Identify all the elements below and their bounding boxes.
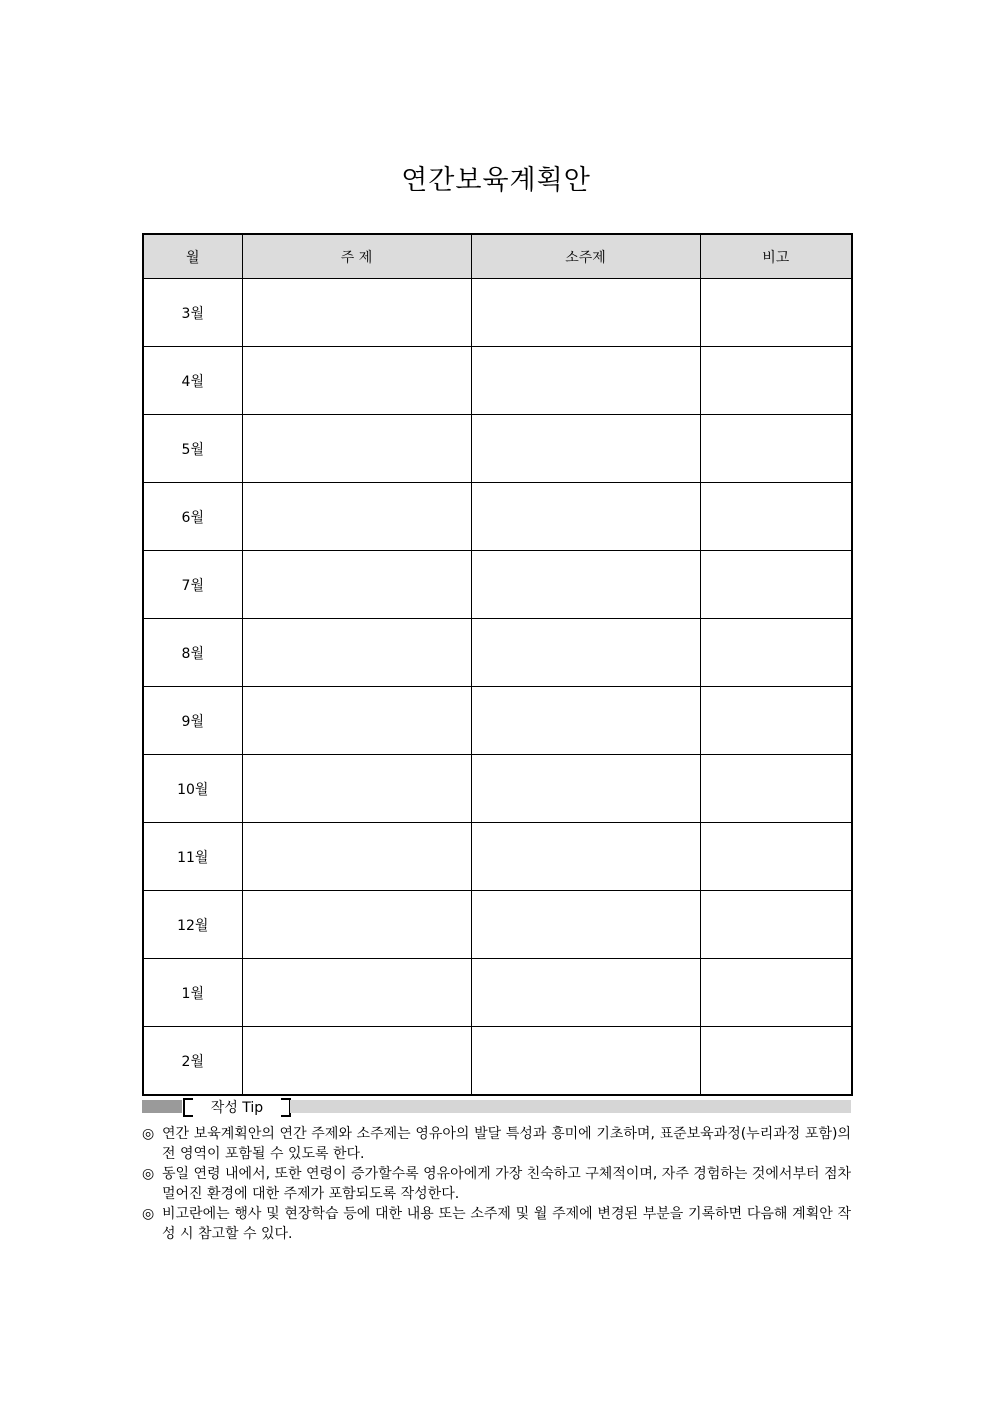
theme-cell[interactable]: [242, 415, 471, 483]
tip-list: [142, 1124, 851, 1244]
table-header-row: [143, 234, 852, 279]
remarks-cell[interactable]: [700, 347, 852, 415]
month-cell: 6월: [143, 483, 242, 551]
bullet-icon: ◎: [142, 1126, 155, 1142]
table-row: [143, 619, 852, 687]
month-cell: 9월: [143, 687, 242, 755]
theme-cell[interactable]: [242, 279, 471, 347]
remarks-cell[interactable]: [700, 959, 852, 1027]
table-row: [143, 687, 852, 755]
list-item: [142, 1164, 851, 1204]
month-cell: 7월: [143, 551, 242, 619]
tip-header-bar: [142, 1098, 851, 1115]
header-subtheme: 소주제: [471, 234, 700, 279]
subtheme-cell[interactable]: [471, 823, 700, 891]
subtheme-cell[interactable]: [471, 891, 700, 959]
subtheme-cell[interactable]: [471, 551, 700, 619]
subtheme-cell[interactable]: [471, 755, 700, 823]
theme-cell[interactable]: [242, 1027, 471, 1096]
month-cell: 3월: [143, 279, 242, 347]
subtheme-cell[interactable]: [471, 483, 700, 551]
remarks-cell[interactable]: [700, 415, 852, 483]
annual-plan-table: [142, 233, 853, 1096]
theme-cell[interactable]: [242, 483, 471, 551]
list-item: [142, 1124, 851, 1164]
header-theme: 주 제: [242, 234, 471, 279]
month-cell: 2월: [143, 1027, 242, 1096]
remarks-cell[interactable]: [700, 1027, 852, 1096]
remarks-cell[interactable]: [700, 619, 852, 687]
month-cell: 12월: [143, 891, 242, 959]
month-cell: 5월: [143, 415, 242, 483]
table-row: [143, 347, 852, 415]
remarks-cell[interactable]: [700, 687, 852, 755]
left-bracket-icon: [183, 1098, 193, 1117]
bullet-icon: ◎: [142, 1206, 155, 1222]
tip-text: 동일 연령 내에서, 또한 연령이 증가할수록 영유아에게 가장 친숙하고 구체적이며, 자주 경험하는 것에서부터 점차 멀어진 환경에 대한 주제가 포함되도록 작성한다.: [162, 1166, 851, 1202]
remarks-cell[interactable]: [700, 483, 852, 551]
month-cell: 1월: [143, 959, 242, 1027]
header-month: 월: [143, 234, 242, 279]
month-cell: 10월: [143, 755, 242, 823]
month-cell: 8월: [143, 619, 242, 687]
table-row: [143, 551, 852, 619]
theme-cell[interactable]: [242, 551, 471, 619]
remarks-cell[interactable]: [700, 891, 852, 959]
table-row: [143, 755, 852, 823]
remarks-cell[interactable]: [700, 755, 852, 823]
theme-cell[interactable]: [242, 755, 471, 823]
subtheme-cell[interactable]: [471, 1027, 700, 1096]
table-row: [143, 959, 852, 1027]
theme-cell[interactable]: [242, 959, 471, 1027]
theme-cell[interactable]: [242, 347, 471, 415]
remarks-cell[interactable]: [700, 279, 852, 347]
subtheme-cell[interactable]: [471, 619, 700, 687]
table-row: [143, 1027, 852, 1096]
tip-label: 작성 Tip: [210, 1100, 264, 1116]
tip-text: 연간 보육계획안의 연간 주제와 소주제는 영유아의 발달 특성과 흥미에 기초하며, 표준보육과정(누리과정 포함)의 전 영역이 포함될 수 있도록 한다.: [162, 1126, 851, 1162]
month-cell: 4월: [143, 347, 242, 415]
theme-cell[interactable]: [242, 891, 471, 959]
table-row: [143, 415, 852, 483]
subtheme-cell[interactable]: [471, 687, 700, 755]
subtheme-cell[interactable]: [471, 415, 700, 483]
month-cell: 11월: [143, 823, 242, 891]
table-row: [143, 483, 852, 551]
bullet-icon: ◎: [142, 1166, 155, 1182]
subtheme-cell[interactable]: [471, 279, 700, 347]
header-remarks: 비고: [700, 234, 852, 279]
theme-cell[interactable]: [242, 823, 471, 891]
table-row: [143, 279, 852, 347]
subtheme-cell[interactable]: [471, 959, 700, 1027]
page-title: 연간보육계획안: [401, 165, 591, 196]
remarks-cell[interactable]: [700, 551, 852, 619]
remarks-cell[interactable]: [700, 823, 852, 891]
theme-cell[interactable]: [242, 687, 471, 755]
subtheme-cell[interactable]: [471, 347, 700, 415]
tip-bar-light-segment: [290, 1100, 851, 1113]
table-row: [143, 823, 852, 891]
tip-bar-dark-segment: [142, 1100, 182, 1113]
table-row: [143, 891, 852, 959]
tip-text: 비고란에는 행사 및 현장학습 등에 대한 내용 또는 소주제 및 월 주제에 변경된 부분을 기록하면 다음해 계획안 작성 시 참고할 수 있다.: [162, 1206, 851, 1242]
theme-cell[interactable]: [242, 619, 471, 687]
list-item: [142, 1204, 851, 1244]
